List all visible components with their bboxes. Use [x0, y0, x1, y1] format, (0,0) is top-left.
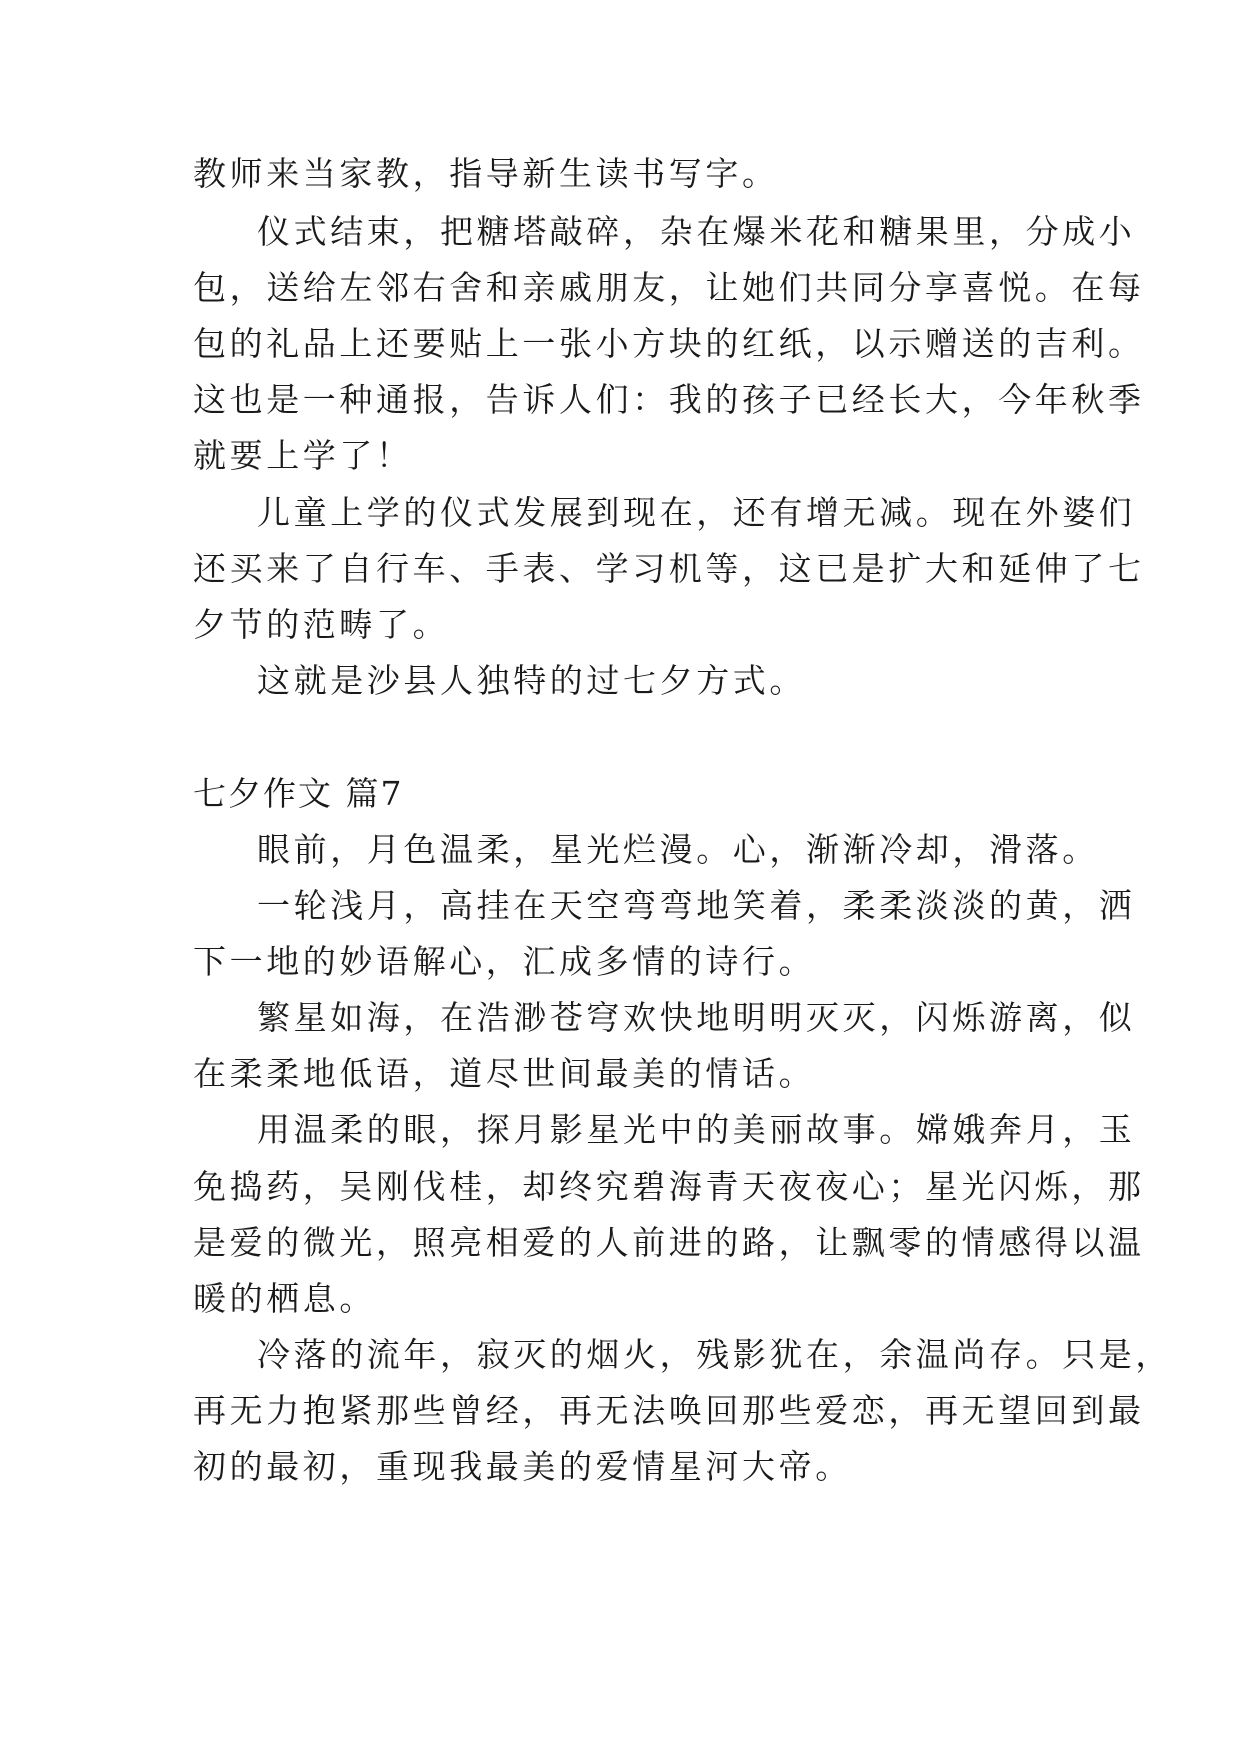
text-line: 下一地的妙语解心，汇成多情的诗行。: [193, 942, 816, 981]
paragraph-first-line: 冷落的流年，寂灭的烟火，残影犹在，余温尚存。只是，: [257, 1335, 1172, 1374]
text-line: 暖的栖息。: [193, 1279, 376, 1318]
text-line: 包的礼品上还要贴上一张小方块的红纸，以示赠送的吉利。: [193, 324, 1145, 363]
text-line: 是爱的微光，照亮相爱的人前进的路，让飘零的情感得以温: [193, 1223, 1145, 1262]
paragraph-first-line: 一轮浅月，高挂在天空弯弯地笑着，柔柔淡淡的黄，洒: [257, 886, 1136, 925]
text-line: 就要上学了！: [193, 436, 413, 475]
text-line: 包，送给左邻右舍和亲戚朋友，让她们共同分享喜悦。在每: [193, 268, 1145, 307]
paragraph-first-line: 仪式结束，把糖塔敲碎，杂在爆米花和糖果里，分成小: [257, 212, 1136, 251]
text-line: 初的最初，重现我最美的爱情星河大帝。: [193, 1447, 852, 1486]
paragraph-first-line: 繁星如海，在浩渺苍穹欢快地明明灭灭，闪烁游离，似: [257, 998, 1136, 1037]
text-line: 再无力抱紧那些曾经，再无法唤回那些爱恋，再无望回到最: [193, 1391, 1145, 1430]
text-line: 这也是一种通报，告诉人们：我的孩子已经长大，今年秋季: [193, 380, 1145, 419]
text-line: 免捣药，吴刚伐桂，却终究碧海青天夜夜心；星光闪烁，那: [193, 1167, 1145, 1206]
text-line: 在柔柔地低语，道尽世间最美的情话。: [193, 1054, 816, 1093]
paragraph-first-line: 这就是沙县人独特的过七夕方式。: [257, 661, 806, 700]
text-line: 夕节的范畴了。: [193, 605, 450, 644]
section-title: 七夕作文 篇7: [193, 774, 404, 813]
text-line: 还买来了自行车、手表、学习机等，这已是扩大和延伸了七: [193, 549, 1145, 588]
paragraph-first-line: 用温柔的眼，探月影星光中的美丽故事。嫦娥奔月，玉: [257, 1110, 1136, 1149]
text-line: 教师来当家教，指导新生读书写字。: [193, 154, 779, 193]
paragraph-first-line: 儿童上学的仪式发展到现在，还有增无减。现在外婆们: [257, 493, 1136, 532]
paragraph-first-line: 眼前，月色温柔，星光烂漫。心，渐渐冷却，滑落。: [257, 830, 1099, 869]
